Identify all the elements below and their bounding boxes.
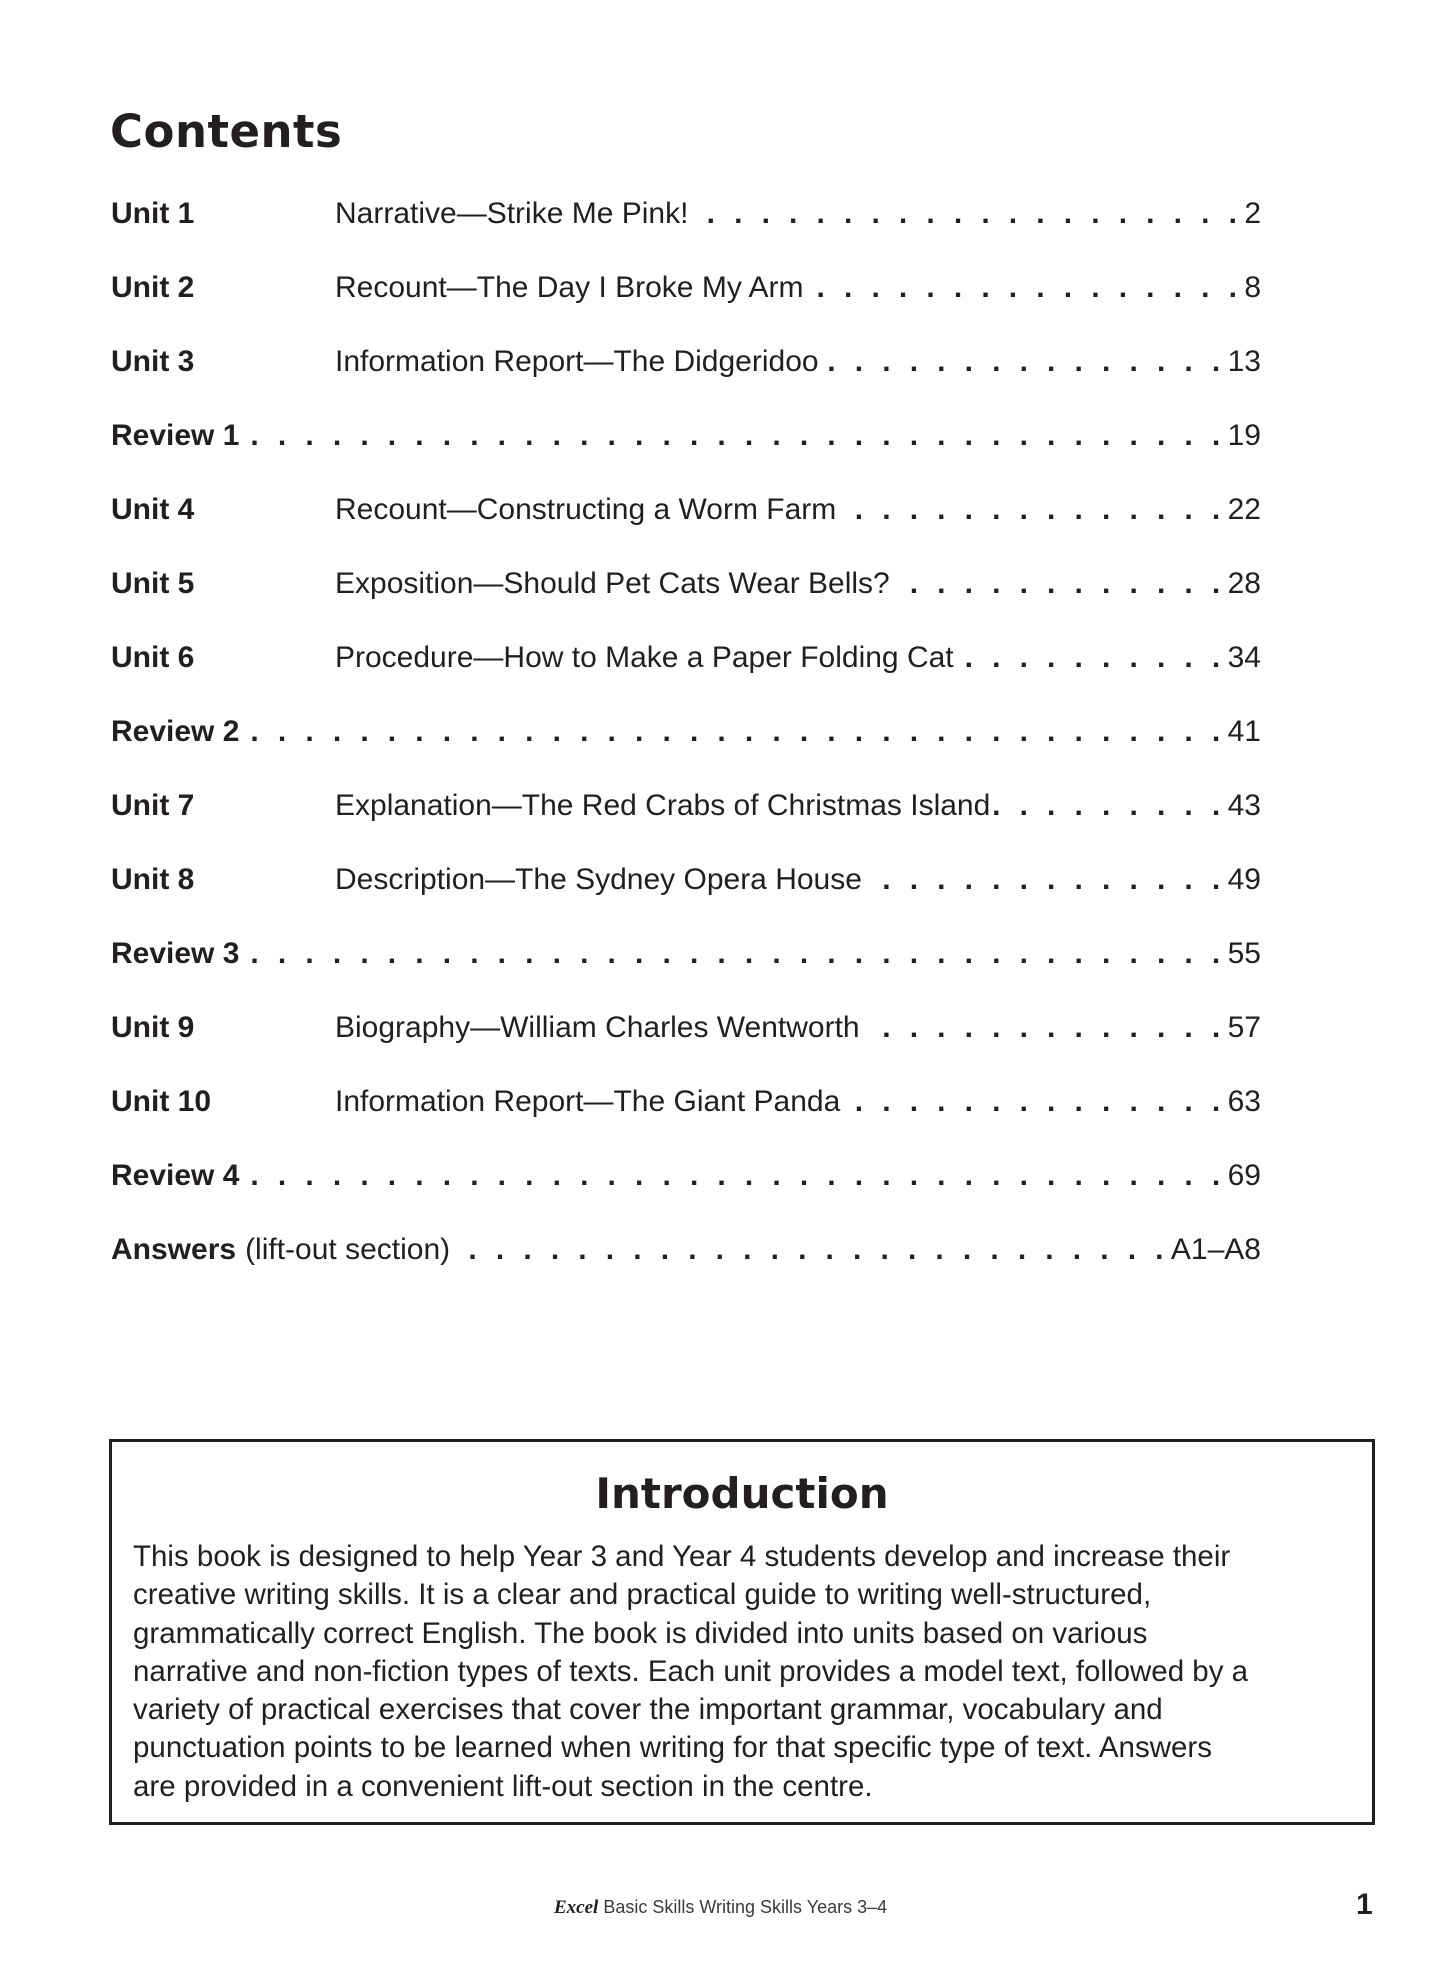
toc-entry-page: 69 (1227, 1159, 1261, 1192)
toc-entry-review-2[interactable] (111, 712, 1261, 752)
toc-entry-label: Review 4 (111, 1159, 240, 1192)
toc-entry-unit-2[interactable] (111, 268, 1261, 308)
dot-leader (245, 416, 1225, 456)
toc-entry-page: A1–A8 (1170, 1233, 1261, 1266)
toc-entry-label: Unit 6 (111, 641, 195, 674)
toc-entry-unit-3[interactable] (111, 342, 1261, 382)
footer-book-title (554, 1896, 887, 1919)
toc-entry-title: Explanation—The Red Crabs of Christmas Island (335, 789, 991, 822)
dot-leader (840, 490, 1225, 530)
footer-title: Basic Skills Writing Skills Years 3–4 (603, 1897, 888, 1917)
toc-entry-unit-9[interactable] (111, 1008, 1261, 1048)
introduction-line: narrative and non-fiction types of texts. Each unit provides a model text, followed by a (133, 1654, 1249, 1688)
toc-entry-page: 34 (1227, 641, 1261, 674)
toc-entry-review-3[interactable] (111, 934, 1261, 974)
toc-entry-page: 8 (1244, 271, 1261, 304)
toc-entry-label: Unit 9 (111, 1011, 195, 1044)
toc-entry-title: Recount—Constructing a Worm Farm (335, 493, 837, 526)
toc-entry-review-4[interactable] (111, 1156, 1261, 1196)
introduction-paragraph (133, 1538, 1358, 1806)
toc-entry-page: 55 (1227, 937, 1261, 970)
toc-entry-answers[interactable] (111, 1230, 1261, 1270)
toc-entry-label: Unit 8 (111, 863, 195, 896)
toc-entry-label: Unit 3 (111, 345, 195, 378)
toc-entry-page: 13 (1227, 345, 1261, 378)
toc-entry-label: Unit 7 (111, 789, 195, 822)
toc-entry-page: 49 (1227, 863, 1261, 896)
toc-entry-title: Description—The Sydney Opera House (335, 863, 862, 896)
footer-brand: Excel (554, 1897, 599, 1918)
toc-entry-suffix: (lift-out section) (245, 1233, 451, 1266)
toc-entry-page: 2 (1244, 197, 1261, 230)
toc-entry-unit-7[interactable] (111, 786, 1261, 826)
introduction-line: creative writing skills. It is a clear and practical guide to writing well-structured, (133, 1578, 1152, 1612)
dot-leader (894, 564, 1226, 604)
dot-leader (245, 934, 1225, 974)
introduction-line: variety of practical exercises that cover the important grammar, vocabulary and (133, 1693, 1163, 1727)
toc-entry-title: Biography—William Charles Wentworth (335, 1011, 860, 1044)
toc-entry-title: Information Report—The Didgeridoo (335, 345, 819, 378)
dot-leader (844, 1082, 1225, 1122)
toc-entry-title: Recount—The Day I Broke My Arm (335, 271, 804, 304)
toc-entry-label: Review 2 (111, 715, 240, 748)
page-number: 1 (1356, 1888, 1373, 1921)
toc-entry-label: Unit 2 (111, 271, 195, 304)
introduction-line: This book is designed to help Year 3 and Year 4 students develop and increase their (133, 1540, 1231, 1573)
dot-leader (245, 712, 1225, 752)
introduction-box (109, 1439, 1375, 1825)
dot-leader (864, 1008, 1226, 1048)
toc-entry-unit-1[interactable] (111, 194, 1261, 234)
toc-entry-title: Narrative—Strike Me Pink! (335, 197, 689, 230)
toc-entry-unit-10[interactable] (111, 1082, 1261, 1122)
toc-entry-unit-4[interactable] (111, 490, 1261, 530)
toc-entry-unit-6[interactable] (111, 638, 1261, 678)
toc-entry-page: 41 (1227, 715, 1261, 748)
toc-entry-title: Exposition—Should Pet Cats Wear Bells? (335, 567, 890, 600)
toc-entry-label: Answers (111, 1233, 237, 1266)
toc-entry-label: Unit 1 (111, 197, 195, 230)
toc-entry-page: 57 (1227, 1011, 1261, 1044)
dot-leader (958, 638, 1226, 678)
contents-heading: Contents (110, 105, 343, 158)
dot-leader (823, 342, 1226, 382)
toc-entry-page: 28 (1227, 567, 1261, 600)
toc-entry-label: Review 1 (111, 419, 240, 452)
introduction-line: grammatically correct English. The book is divided into units based on various (133, 1616, 1148, 1650)
toc-entry-label: Unit 10 (111, 1085, 212, 1118)
toc-entry-label: Unit 4 (111, 493, 195, 526)
dot-leader (866, 860, 1226, 900)
introduction-line: punctuation points to be learned when writing for that specific type of text. Answers (133, 1731, 1212, 1765)
introduction-heading: Introduction (595, 1469, 889, 1518)
toc-entry-page: 63 (1227, 1085, 1261, 1118)
dot-leader (994, 786, 1225, 826)
introduction-line: are provided in a convenient lift-out section in the centre. (133, 1769, 873, 1803)
dot-leader (692, 194, 1242, 234)
toc-entry-title: Information Report—The Giant Panda (335, 1085, 841, 1118)
toc-entry-label: Unit 5 (111, 567, 195, 600)
toc-entry-title: Procedure—How to Make a Paper Folding Cat (335, 641, 954, 674)
dot-leader (454, 1230, 1169, 1270)
toc-entry-unit-8[interactable] (111, 860, 1261, 900)
toc-entry-review-1[interactable] (111, 416, 1261, 456)
toc-entry-label: Review 3 (111, 937, 240, 970)
toc-entry-page: 43 (1227, 789, 1261, 822)
toc-entry-page: 22 (1227, 493, 1261, 526)
toc-entry-unit-5[interactable] (111, 564, 1261, 604)
toc-entry-page: 19 (1227, 419, 1261, 452)
dot-leader (808, 268, 1243, 308)
dot-leader (245, 1156, 1225, 1196)
